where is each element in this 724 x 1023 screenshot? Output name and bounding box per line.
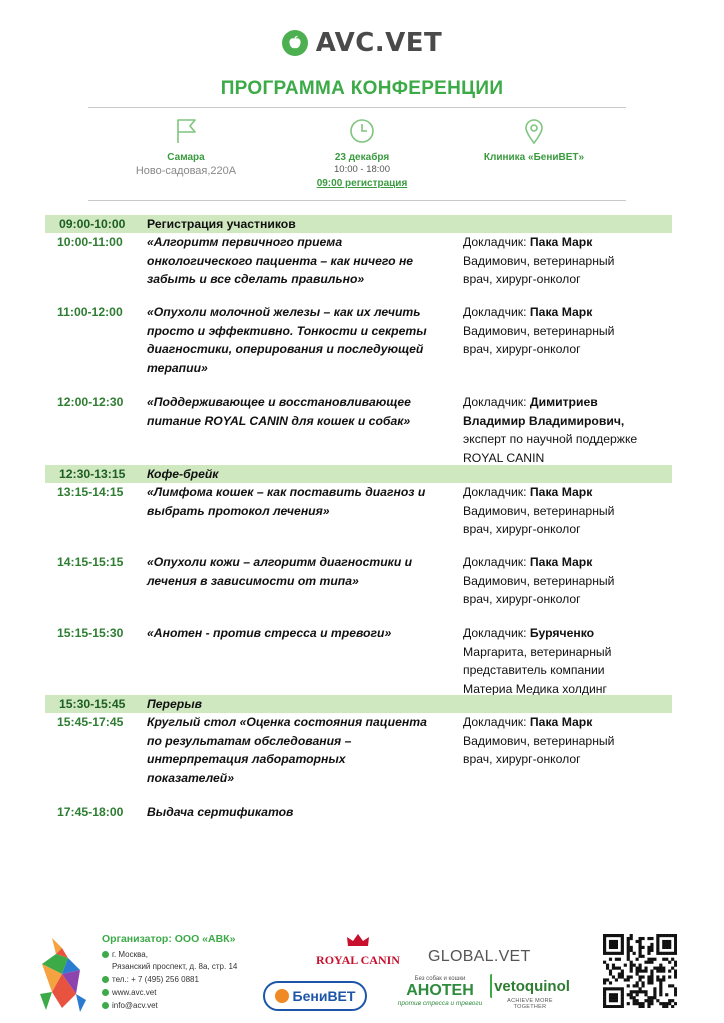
address-line: г. Москва, xyxy=(102,950,148,959)
row-topic: Выдача сертификатов xyxy=(147,805,294,819)
paw-icon xyxy=(275,989,289,1003)
benivet-logo: БениВЕТ xyxy=(263,981,367,1011)
row-speaker: Докладчик: Димитриев Владимир Владимирович, эксперт по научной поддержке ROYAL CANIN xyxy=(463,395,638,465)
row-speaker: Докладчик: Пака Марк Вадимович, ветеринарный врач, хирург-онколог xyxy=(463,235,615,286)
royal-canin-logo: ROYAL CANIN xyxy=(308,932,408,968)
site-line: www.avc.vet xyxy=(102,988,156,997)
vetoquinol-circle-icon xyxy=(490,974,492,998)
row-time: 14:15-15:15 xyxy=(57,555,124,569)
row-topic: «Алгоритм первичного приема онкологического пациента – как ничего не забыть и все сделать правильно» xyxy=(147,235,414,286)
row-time: 17:45-18:00 xyxy=(57,805,124,819)
globe-icon xyxy=(102,989,109,996)
row-speaker: Докладчик: Пака Марк Вадимович, ветеринарный врач, хирург-онколог xyxy=(463,555,615,606)
address-label: Ново-садовая,220А xyxy=(135,165,237,177)
qr-code[interactable] xyxy=(603,934,677,1013)
row-time: 15:45-17:45 xyxy=(57,715,124,729)
row-speaker: Докладчик: Буряченко Маргарита, ветеринарный представитель компании Материа Медика холдинг xyxy=(463,626,612,696)
phone-line: тел.: + 7 (495) 256 0881 xyxy=(102,975,199,984)
info-divider xyxy=(88,200,626,201)
organizer-title: Организатор: ООО «АВК» xyxy=(102,933,236,945)
row-topic: Регистрация участников xyxy=(147,217,296,231)
row-time: 13:15-14:15 xyxy=(57,485,124,499)
row-time: 10:00-11:00 xyxy=(57,235,123,249)
phone-icon xyxy=(102,976,109,983)
registration-link[interactable]: 09:00 регистрация xyxy=(316,178,408,189)
row-time: 15:30-15:45 xyxy=(59,697,126,711)
email-line: info@acv.vet xyxy=(102,1001,158,1010)
location-pin-icon xyxy=(444,116,624,148)
anoten-logo: Без собак и кошки АНОТЕН против стресса и тревоги xyxy=(397,976,483,1007)
program-row-4 xyxy=(45,465,672,483)
address-line-2: Рязанский проспект, д. 8а, стр. 14 xyxy=(112,962,238,971)
mail-icon xyxy=(102,1002,109,1009)
row-speaker: Докладчик: Пака Марк Вадимович, ветеринарный врач, хирург-онколог xyxy=(463,715,615,766)
globalvet-logo: GLOBAL.VET xyxy=(428,948,531,965)
footer xyxy=(0,928,724,1023)
row-speaker: Докладчик: Пака Марк Вадимович, ветеринарный врач, хирург-онколог xyxy=(463,485,615,536)
info-venue xyxy=(444,116,624,163)
program-row-0 xyxy=(45,215,672,233)
info-location xyxy=(96,116,276,177)
row-time: 09:00-10:00 xyxy=(59,217,126,231)
date-label: 23 декабря xyxy=(334,152,390,163)
row-topic: «Опухоли кожи – алгоритм диагностики и лечения в зависимости от типа» xyxy=(147,555,413,588)
row-topic: Кофе-брейк xyxy=(147,467,219,481)
brand-logo xyxy=(0,28,724,58)
row-time: 12:30-13:15 xyxy=(59,467,126,481)
row-topic: Круглый стол «Оценка состояния пациента по результатам обследования – интерпретация лабораторных показателей» xyxy=(147,715,427,785)
flag-icon xyxy=(96,116,276,148)
location-icon xyxy=(102,951,109,958)
top-divider xyxy=(88,107,626,108)
page-title: ПРОГРАММА КОНФЕРЕНЦИИ xyxy=(220,78,504,99)
dog-logo-icon xyxy=(32,934,90,1019)
hours-label: 10:00 - 18:00 xyxy=(334,164,390,175)
venue-label: Клиника «БениВЕТ» xyxy=(483,152,585,163)
row-topic: «Лимфома кошек – как поставить диагноз и выбрать протокол лечения» xyxy=(147,485,426,518)
row-topic: Перерыв xyxy=(147,697,202,711)
row-time: 11:00-12:00 xyxy=(57,305,123,319)
vetoquinol-logo: vetoquinol ACHIEVE MORE TOGETHER xyxy=(492,974,568,1010)
program-row-8 xyxy=(45,695,672,713)
apple-icon xyxy=(282,30,308,56)
row-topic: «Поддерживающее и восстановливающее питание ROYAL CANIN для кошек и собак» xyxy=(147,395,411,428)
brand-name: AVC.VET xyxy=(315,28,443,58)
row-time: 12:00-12:30 xyxy=(57,395,124,409)
row-speaker: Докладчик: Пака Марк Вадимович, ветеринарный врач, хирург-онколог xyxy=(463,305,615,356)
row-time: 15:15-15:30 xyxy=(57,626,124,640)
city-label: Самара xyxy=(167,152,205,163)
clock-icon xyxy=(272,116,452,148)
row-topic: «Анотен - против стресса и тревоги» xyxy=(147,626,392,640)
info-date xyxy=(272,116,452,189)
crown-icon xyxy=(308,932,408,953)
row-topic: «Опухоли молочной железы – как их лечить просто и эффективно. Тонкости и секреты диагностики, оперирования и последующей терапии» xyxy=(147,305,427,375)
